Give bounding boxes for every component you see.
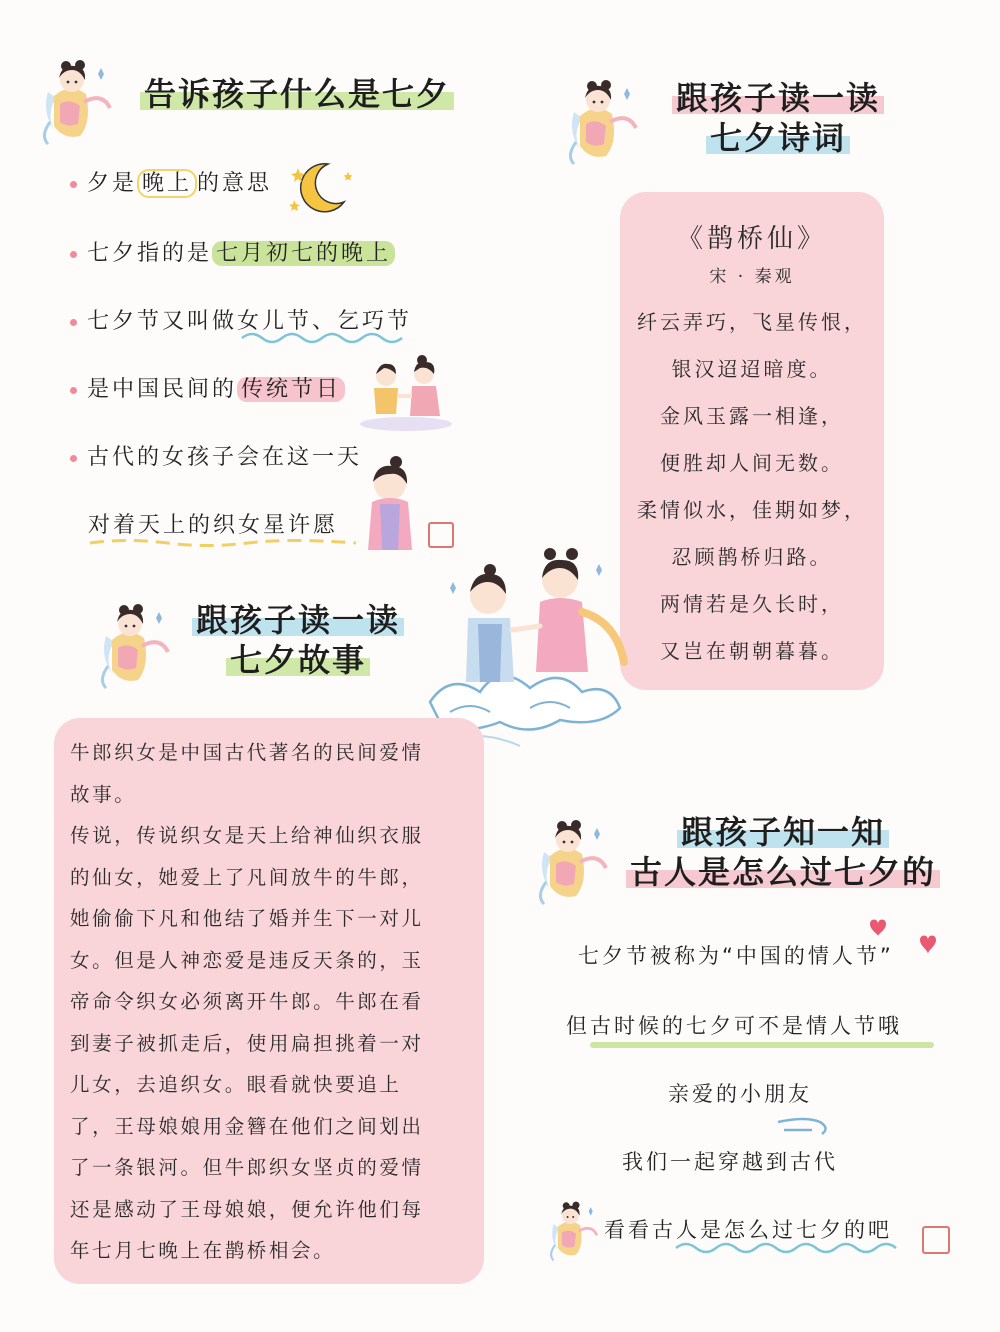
story-line: 传说，传说织女是天上给神仙织衣服 — [70, 824, 424, 847]
story-line: 了一条银河。但牛郎织女坚贞的爱情 — [70, 1156, 424, 1179]
story-text — [70, 732, 480, 1272]
section4-line-1: 七夕节被称为“中国的情人节” — [578, 944, 894, 968]
story-line: 年七月七晚上在鹊桥相会。 — [70, 1239, 336, 1262]
section4-title: 跟孩子知一知 古人是怎么过七夕的 — [618, 812, 948, 892]
story-line: 了，王母娘娘用金簪在他们之间划出 — [70, 1114, 424, 1138]
bullet-3: 七夕节又叫做女儿节、乞巧节 — [70, 304, 412, 335]
story-card — [54, 718, 484, 1284]
story-line: 帝命令织女必须离开牛郎。牛郎在看 — [70, 990, 424, 1013]
story-line: 还是感动了王母娘娘，便允许他们每 — [70, 1197, 424, 1221]
section4-line-4: 我们一起穿越到古代 — [622, 1150, 838, 1174]
bullet-2: 七夕指的是 七月初七的晚上 — [70, 236, 395, 267]
bullet-4: 是中国民间的 传统节日 — [70, 372, 345, 403]
fairy-icon — [536, 812, 616, 912]
story-line: 儿女，去追织女。眼看就快要追上 — [70, 1073, 402, 1096]
poem-line: 银汉迢迢暗度。 — [671, 357, 833, 381]
section1-title: 告诉孩子什么是七夕 — [140, 74, 454, 114]
poem-line: 又岂在朝朝暮暮。 — [660, 639, 844, 663]
moon-icon — [286, 158, 356, 218]
story-line: 女。但是人神恋爱是违反天条的，玉 — [70, 948, 424, 972]
poem-title: 《鹊桥仙》 — [676, 224, 827, 254]
story-line: 故事。 — [70, 782, 137, 806]
poem-line: 便胜却人间无数。 — [660, 451, 844, 475]
wave-underline — [240, 330, 410, 346]
section3-title: 跟孩子读一读 七夕故事 — [190, 600, 406, 680]
story-line: 她偷偷下凡和他结了婚并生下一对儿 — [70, 907, 424, 930]
story-line: 牛郎织女是中国古代著名的民间爱情 — [70, 741, 424, 764]
wave-underline — [674, 1240, 904, 1256]
bullet-5: 古代的女孩子会在这一天 — [70, 440, 362, 471]
fairy-icon — [566, 72, 646, 172]
section2-title: 跟孩子读一读 七夕诗词 — [670, 78, 886, 158]
section4-line-3: 亲爱的小朋友 — [668, 1082, 812, 1106]
section4-line-5: 看看古人是怎么过七夕的吧 — [604, 1218, 892, 1242]
fairy-icon — [40, 52, 120, 152]
bullet-5-continued: 对着天上的织女星许愿 — [88, 513, 339, 538]
fairy-icon — [548, 1196, 604, 1266]
green-underline — [590, 1042, 934, 1048]
story-line: 的仙女，她爱上了凡间放牛的牛郎， — [70, 865, 424, 889]
fairy-icon — [98, 596, 178, 696]
poem-line: 金风玉露一相逢， — [660, 404, 844, 428]
children-icon — [356, 352, 456, 432]
poem-line: 柔情似水，佳期如梦， — [637, 498, 867, 522]
poem-line: 纤云弄巧，飞星传恨， — [637, 310, 867, 334]
wind-icon — [776, 1112, 832, 1140]
seal-stamp — [922, 1226, 950, 1254]
poem-author: 宋 · 秦观 — [709, 267, 795, 287]
story-line: 到妻子被抓走后，使用扁担挑着一对 — [70, 1031, 424, 1055]
poem-line: 两情若是久长时， — [660, 592, 844, 616]
bullet-1: 夕是 晚上 的意思 — [70, 166, 272, 197]
poem-line: 忍顾鹊桥归路。 — [671, 545, 833, 569]
dashed-underline — [88, 538, 358, 548]
poem-card — [620, 192, 884, 690]
section4-line-2: 但古时候的七夕可不是情人节哦 — [566, 1014, 902, 1038]
